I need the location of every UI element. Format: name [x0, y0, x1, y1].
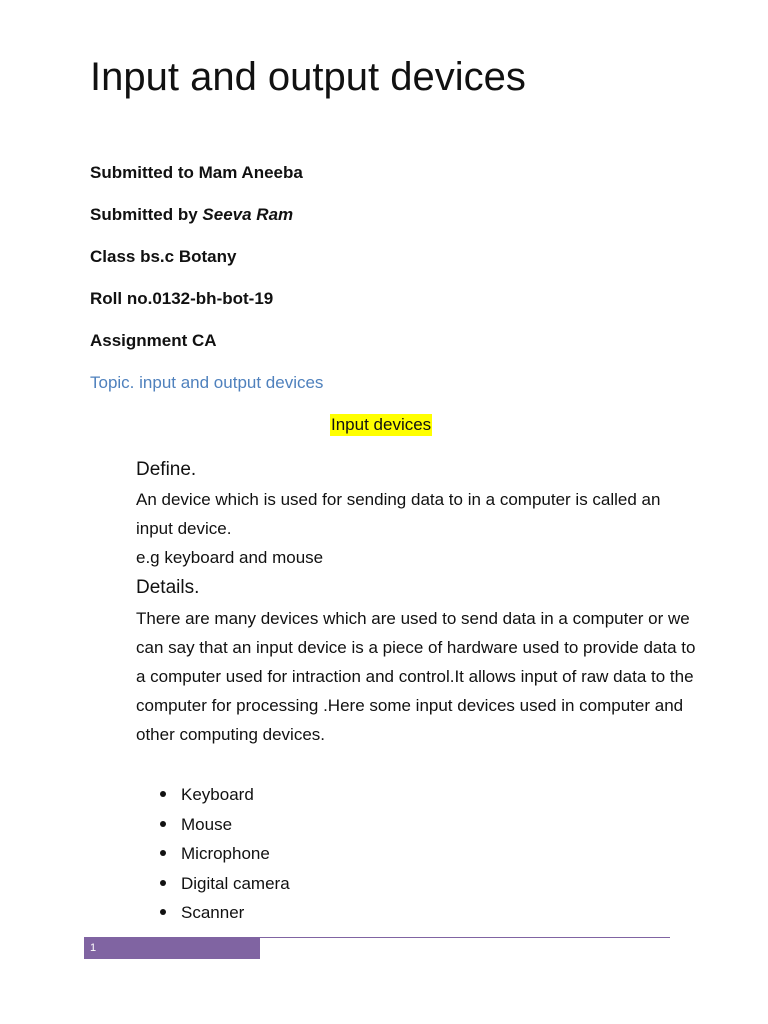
- class-line: Class bs.c Botany: [90, 247, 237, 266]
- section-heading-input-devices: Input devices: [331, 415, 432, 434]
- list-item: [136, 839, 290, 869]
- list-item-label: Scanner: [181, 903, 245, 923]
- details-paragraph: There are many devices which are used to send data in a computer or we can say that an input device is a piece of hardware used to provide data to a computer used for intraction and control.It allows input of raw data to the computer for processing .Here some input devices used in computer and other computing devices.: [136, 609, 696, 744]
- list-item: [136, 898, 290, 928]
- bullet-icon: [160, 791, 166, 797]
- submitted-to-line: Submitted to Mam Aneeba: [90, 163, 303, 182]
- assignment-line: Assignment CA: [90, 331, 217, 350]
- topic-line: Topic. input and output devices: [90, 373, 324, 392]
- details-heading: Details.: [136, 577, 200, 598]
- page-number: 1: [90, 942, 97, 954]
- bullet-icon: [160, 880, 166, 886]
- list-item-label: Microphone: [181, 844, 270, 864]
- define-paragraph: An device which is used for sending data to in a computer is called an input device.: [136, 490, 661, 538]
- list-item: [136, 869, 290, 899]
- list-item: [136, 810, 290, 840]
- list-item-label: Mouse: [181, 814, 233, 834]
- input-device-list: [136, 780, 290, 928]
- define-heading: Define.: [136, 459, 197, 480]
- submitted-by-name: Seeva Ram: [202, 205, 294, 224]
- list-item: [136, 780, 290, 810]
- list-item-label: Keyboard: [181, 785, 254, 804]
- example-line: e.g keyboard and mouse: [136, 548, 324, 567]
- list-item-label: Digital camera: [181, 873, 290, 893]
- roll-number-line: Roll no.0132-bh-bot-19: [90, 289, 274, 308]
- footer-page-bar: [84, 938, 260, 959]
- submitted-by-label: Submitted by: [90, 205, 203, 224]
- document-title: Input and output devices: [90, 55, 526, 99]
- bullet-icon: [160, 909, 166, 915]
- bullet-icon: [160, 850, 166, 856]
- bullet-icon: [160, 821, 166, 827]
- submitted-by-line: [90, 204, 293, 226]
